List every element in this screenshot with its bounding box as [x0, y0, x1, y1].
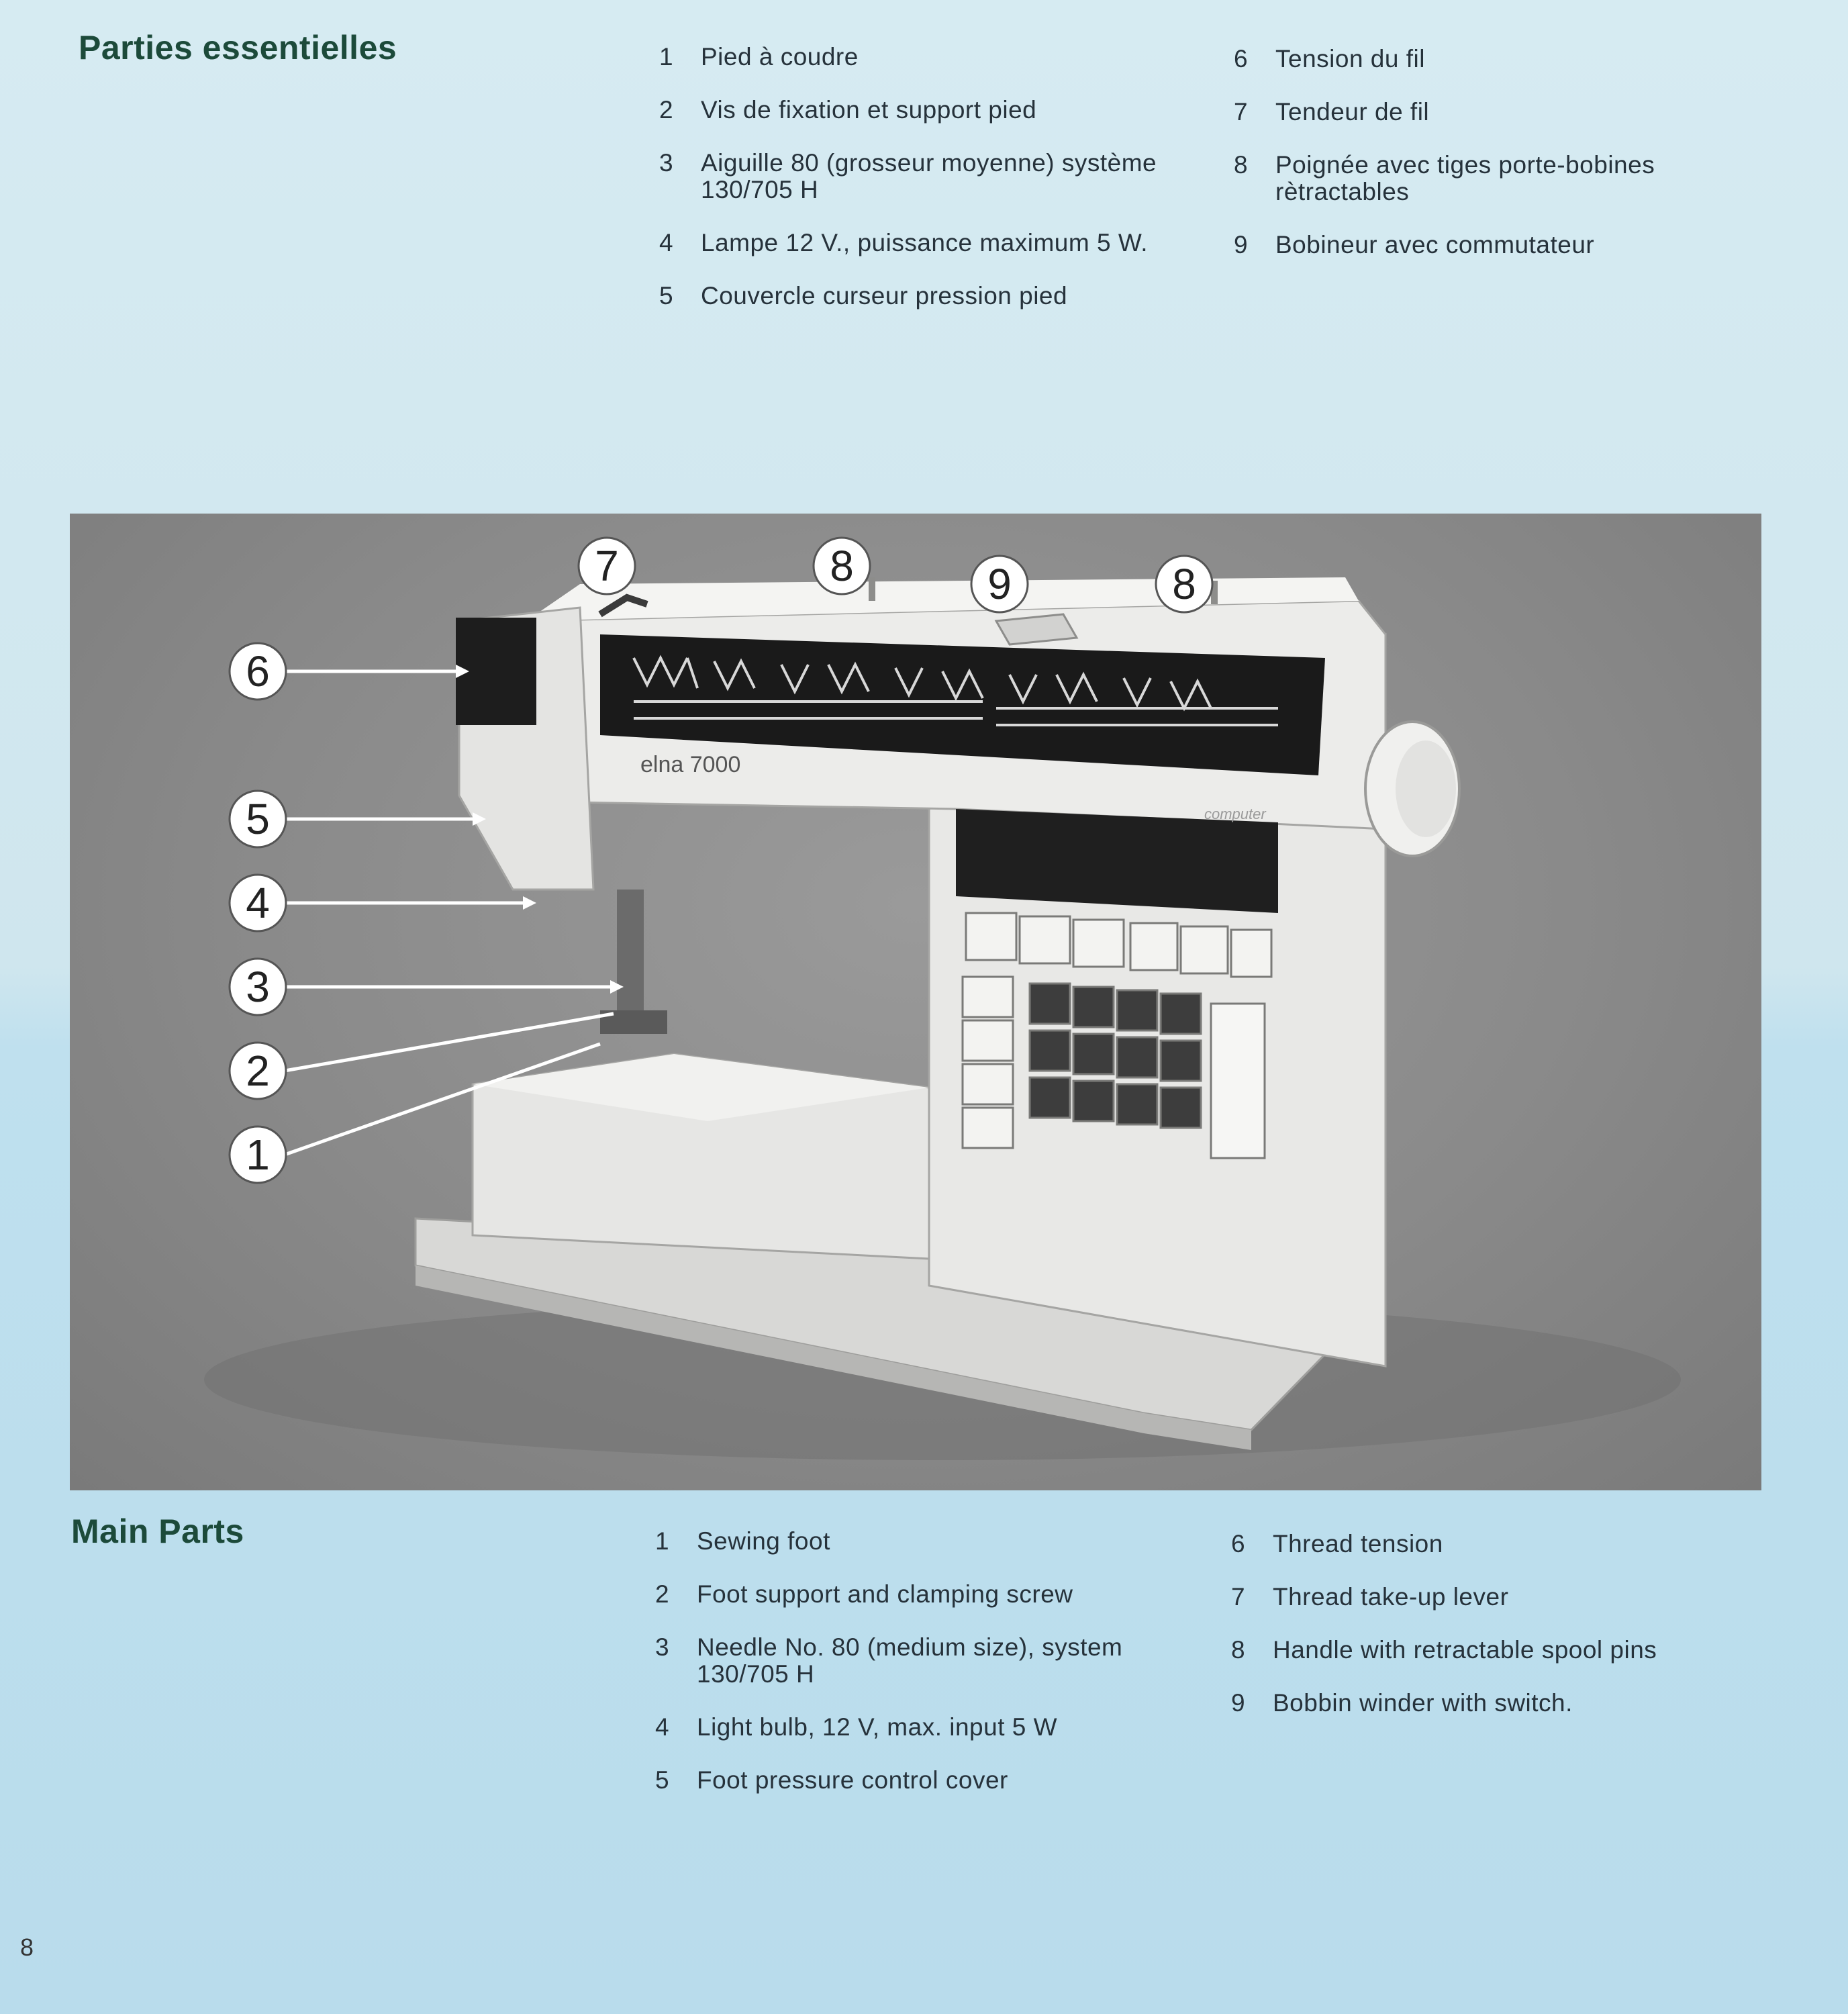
english-parts-list-left — [655, 1528, 1192, 1794]
list-item: 1 Sewing foot — [655, 1527, 830, 1555]
list-item: 2 Foot support and clamping screw — [655, 1580, 1073, 1608]
svg-text:7: 7 — [595, 542, 619, 590]
callout-2 — [230, 1043, 286, 1099]
list-item: 8 Handle with retractable spool pins — [1231, 1636, 1657, 1664]
list-item: 9 Bobineur avec commutateur — [1234, 231, 1595, 258]
svg-text:1: 1 — [246, 1131, 270, 1179]
english-section-title: Main Parts — [71, 1513, 244, 1550]
list-item: 6 Tension du fil — [1234, 45, 1425, 73]
callout-9 — [971, 556, 1028, 612]
page-number: 8 — [20, 1933, 34, 1961]
callout-5 — [230, 791, 286, 847]
french-section-title: Parties essentielles — [79, 29, 397, 66]
sewing-machine-photo — [70, 514, 1761, 1490]
svg-text:4: 4 — [246, 879, 270, 927]
french-parts-list-left — [659, 44, 1196, 309]
list-item: 2 Vis de fixation et support pied — [659, 96, 1037, 124]
list-item: 6 Thread tension — [1231, 1530, 1443, 1557]
svg-text:8: 8 — [1172, 560, 1196, 608]
svg-text:2: 2 — [246, 1047, 270, 1095]
computer-label: computer — [1204, 806, 1266, 822]
list-item: 3 Needle No. 80 (medium size), system 130/705 H — [655, 1633, 1123, 1688]
sewing-machine-illustration — [70, 514, 1761, 1490]
callout-7 — [579, 538, 635, 594]
callout-4 — [230, 875, 286, 931]
french-parts-list-right — [1234, 46, 1744, 258]
callout-8-left — [814, 538, 870, 594]
list-item: 5 Foot pressure control cover — [655, 1766, 1008, 1794]
list-item: 8 Poignée avec tiges porte-bobines rètractables — [1234, 151, 1655, 205]
svg-text:3: 3 — [246, 963, 270, 1011]
svg-text:8: 8 — [830, 542, 854, 590]
list-item: 4 Lampe 12 V., puissance maximum 5 W. — [659, 229, 1148, 256]
list-item: 7 Tendeur de fil — [1234, 98, 1430, 126]
svg-text:5: 5 — [246, 795, 270, 843]
callout-8-right — [1156, 556, 1212, 612]
list-item: 3 Aiguille 80 (grosseur moyenne) système 130/705 H — [659, 149, 1157, 203]
english-parts-list-right — [1231, 1531, 1755, 1717]
callout-6 — [230, 643, 286, 700]
brand-label: elna 7000 — [640, 752, 741, 777]
svg-text:6: 6 — [246, 647, 270, 696]
list-item: 9 Bobbin winder with switch. — [1231, 1689, 1573, 1717]
callout-1 — [230, 1126, 286, 1183]
list-item: 5 Couvercle curseur pression pied — [659, 282, 1068, 309]
svg-text:9: 9 — [987, 560, 1012, 608]
list-item: 1 Pied à coudre — [659, 43, 859, 70]
list-item: 7 Thread take-up lever — [1231, 1583, 1509, 1611]
callout-3 — [230, 959, 286, 1015]
list-item: 4 Light bulb, 12 V, max. input 5 W — [655, 1713, 1058, 1741]
